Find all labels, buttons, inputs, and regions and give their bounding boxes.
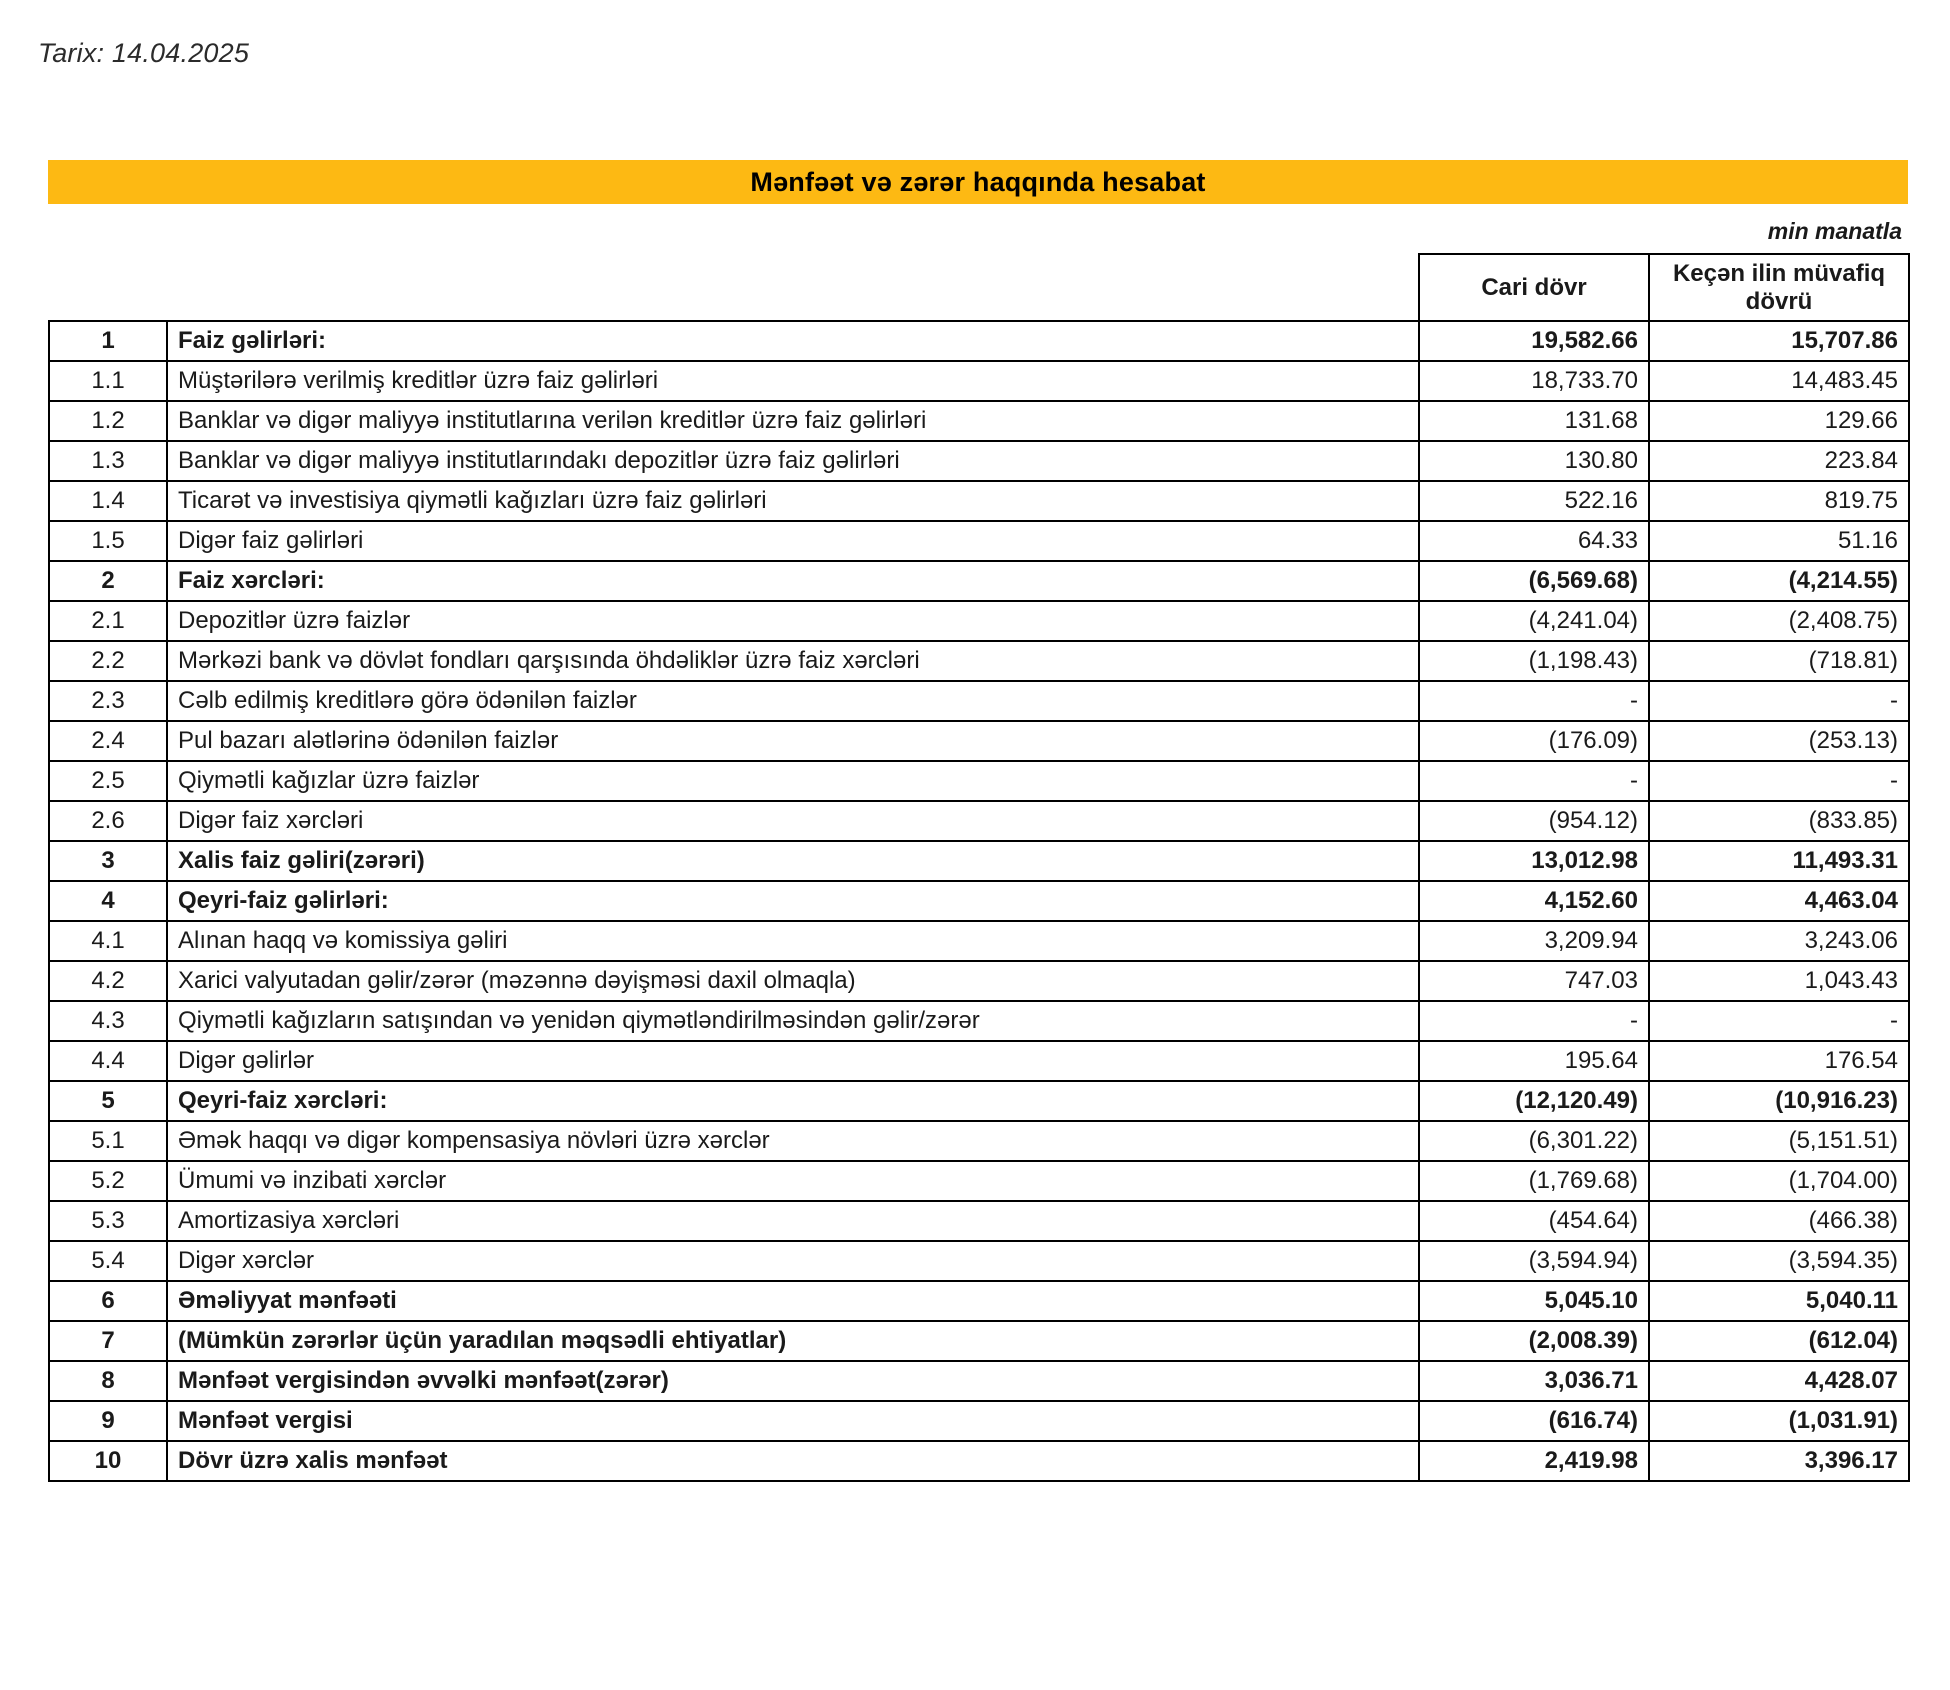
header-current-period: Cari dövr xyxy=(1419,254,1649,321)
row-number: 5.2 xyxy=(49,1161,167,1201)
row-previous-value: 3,396.17 xyxy=(1649,1441,1909,1481)
table-row xyxy=(49,1161,1909,1201)
row-number: 9 xyxy=(49,1401,167,1441)
row-current-value: (454.64) xyxy=(1419,1201,1649,1241)
row-current-value: 4,152.60 xyxy=(1419,881,1649,921)
row-description: Ümumi və inzibati xərclər xyxy=(167,1161,1419,1201)
row-number: 1.5 xyxy=(49,521,167,561)
row-description: Qiymətli kağızların satışından və yenidən qiymətləndirilməsindən gəlir/zərər xyxy=(167,1001,1419,1041)
row-description: Banklar və digər maliyyə institutlarındakı depozitlər üzrə faiz gəlirləri xyxy=(167,441,1419,481)
table-row xyxy=(49,1321,1909,1361)
row-previous-value: - xyxy=(1649,681,1909,721)
units-label: min manatla xyxy=(1767,218,1902,244)
row-current-value: 13,012.98 xyxy=(1419,841,1649,881)
table-row xyxy=(49,641,1909,681)
row-previous-value: (612.04) xyxy=(1649,1321,1909,1361)
table-row xyxy=(49,1241,1909,1281)
table-row xyxy=(49,1001,1909,1041)
table-row xyxy=(49,521,1909,561)
table-row xyxy=(49,321,1909,361)
row-number: 10 xyxy=(49,1441,167,1481)
table-row xyxy=(49,1361,1909,1401)
table-row xyxy=(49,961,1909,1001)
table-row xyxy=(49,1401,1909,1441)
row-current-value: 18,733.70 xyxy=(1419,361,1649,401)
row-current-value: 130.80 xyxy=(1419,441,1649,481)
row-previous-value: 51.16 xyxy=(1649,521,1909,561)
row-previous-value: (833.85) xyxy=(1649,801,1909,841)
table-row xyxy=(49,881,1909,921)
row-previous-value: (5,151.51) xyxy=(1649,1121,1909,1161)
row-number: 4.1 xyxy=(49,921,167,961)
row-previous-value: 11,493.31 xyxy=(1649,841,1909,881)
row-previous-value: 819.75 xyxy=(1649,481,1909,521)
row-previous-value: 176.54 xyxy=(1649,1041,1909,1081)
row-description: Alınan haqq və komissiya gəliri xyxy=(167,921,1419,961)
row-current-value: 195.64 xyxy=(1419,1041,1649,1081)
row-previous-value: 223.84 xyxy=(1649,441,1909,481)
report-title-bar xyxy=(48,160,1908,204)
row-number: 2 xyxy=(49,561,167,601)
row-description: Əməliyyat mənfəəti xyxy=(167,1281,1419,1321)
row-current-value: (1,198.43) xyxy=(1419,641,1649,681)
row-number: 5.3 xyxy=(49,1201,167,1241)
row-previous-value: (2,408.75) xyxy=(1649,601,1909,641)
table-body xyxy=(49,321,1909,1481)
row-description: Xalis faiz gəliri(zərəri) xyxy=(167,841,1419,881)
row-description: Dövr üzrə xalis mənfəət xyxy=(167,1441,1419,1481)
row-number: 4.4 xyxy=(49,1041,167,1081)
row-previous-value: (1,704.00) xyxy=(1649,1161,1909,1201)
row-previous-value: - xyxy=(1649,1001,1909,1041)
row-current-value: 19,582.66 xyxy=(1419,321,1649,361)
row-number: 2.4 xyxy=(49,721,167,761)
row-previous-value: - xyxy=(1649,761,1909,801)
row-previous-value: (10,916.23) xyxy=(1649,1081,1909,1121)
row-current-value: (6,569.68) xyxy=(1419,561,1649,601)
row-previous-value: (1,031.91) xyxy=(1649,1401,1909,1441)
row-current-value: (4,241.04) xyxy=(1419,601,1649,641)
row-current-value: 64.33 xyxy=(1419,521,1649,561)
row-number: 2.1 xyxy=(49,601,167,641)
row-number: 4.2 xyxy=(49,961,167,1001)
row-current-value: 2,419.98 xyxy=(1419,1441,1649,1481)
row-description: Mənfəət vergisindən əvvəlki mənfəət(zərər) xyxy=(167,1361,1419,1401)
row-number: 1.2 xyxy=(49,401,167,441)
table-row xyxy=(49,361,1909,401)
row-current-value: 522.16 xyxy=(1419,481,1649,521)
row-current-value: 3,036.71 xyxy=(1419,1361,1649,1401)
row-number: 1 xyxy=(49,321,167,361)
row-previous-value: (466.38) xyxy=(1649,1201,1909,1241)
row-current-value: (954.12) xyxy=(1419,801,1649,841)
row-previous-value: (718.81) xyxy=(1649,641,1909,681)
profit-loss-table xyxy=(48,253,1910,1482)
row-number: 2.6 xyxy=(49,801,167,841)
table-row xyxy=(49,841,1909,881)
row-number: 1.1 xyxy=(49,361,167,401)
table-row xyxy=(49,761,1909,801)
table-row xyxy=(49,1281,1909,1321)
row-previous-value: 4,463.04 xyxy=(1649,881,1909,921)
row-current-value: (2,008.39) xyxy=(1419,1321,1649,1361)
row-number: 2.5 xyxy=(49,761,167,801)
row-description: Digər faiz gəlirləri xyxy=(167,521,1419,561)
row-description: Əmək haqqı və digər kompensasiya növləri üzrə xərclər xyxy=(167,1121,1419,1161)
row-description: Digər xərclər xyxy=(167,1241,1419,1281)
row-description: Pul bazarı alətlərinə ödənilən faizlər xyxy=(167,721,1419,761)
row-number: 5 xyxy=(49,1081,167,1121)
row-number: 5.4 xyxy=(49,1241,167,1281)
table-row xyxy=(49,721,1909,761)
row-current-value: (1,769.68) xyxy=(1419,1161,1649,1201)
table-row xyxy=(49,1081,1909,1121)
row-description: Qeyri-faiz xərcləri: xyxy=(167,1081,1419,1121)
report-container xyxy=(48,160,1908,1482)
row-description: Mərkəzi bank və dövlət fondları qarşısında öhdəliklər üzrə faiz xərcləri xyxy=(167,641,1419,681)
row-previous-value: (4,214.55) xyxy=(1649,561,1909,601)
row-number: 2.3 xyxy=(49,681,167,721)
row-description: Qiymətli kağızlar üzrə faizlər xyxy=(167,761,1419,801)
table-row xyxy=(49,1201,1909,1241)
row-description: Mənfəət vergisi xyxy=(167,1401,1419,1441)
row-previous-value: (253.13) xyxy=(1649,721,1909,761)
row-previous-value: 4,428.07 xyxy=(1649,1361,1909,1401)
row-description: Digər gəlirlər xyxy=(167,1041,1419,1081)
header-blank-num xyxy=(49,254,167,321)
row-number: 1.4 xyxy=(49,481,167,521)
header-blank-desc xyxy=(167,254,1419,321)
row-number: 5.1 xyxy=(49,1121,167,1161)
row-number: 2.2 xyxy=(49,641,167,681)
page-title: Mənfəət və zərər haqqında hesabat xyxy=(750,166,1206,197)
row-description: Ticarət və investisiya qiymətli kağızları üzrə faiz gəlirləri xyxy=(167,481,1419,521)
table-header xyxy=(49,254,1909,321)
row-current-value: (6,301.22) xyxy=(1419,1121,1649,1161)
row-previous-value: 14,483.45 xyxy=(1649,361,1909,401)
row-description: Xarici valyutadan gəlir/zərər (məzənnə dəyişməsi daxil olmaqla) xyxy=(167,961,1419,1001)
table-row xyxy=(49,1041,1909,1081)
table-row xyxy=(49,601,1909,641)
table-row xyxy=(49,1121,1909,1161)
row-description: Faiz xərcləri: xyxy=(167,561,1419,601)
row-description: Faiz gəlirləri: xyxy=(167,321,1419,361)
table-row xyxy=(49,681,1909,721)
report-date: Tarix: 14.04.2025 xyxy=(38,38,250,68)
table-row xyxy=(49,921,1909,961)
table-row xyxy=(49,481,1909,521)
row-current-value: (616.74) xyxy=(1419,1401,1649,1441)
row-description: Cəlb edilmiş kreditlərə görə ödənilən faizlər xyxy=(167,681,1419,721)
row-current-value: 747.03 xyxy=(1419,961,1649,1001)
row-number: 6 xyxy=(49,1281,167,1321)
row-description: Müştərilərə verilmiş kreditlər üzrə faiz gəlirləri xyxy=(167,361,1419,401)
row-number: 7 xyxy=(49,1321,167,1361)
row-description: Amortizasiya xərcləri xyxy=(167,1201,1419,1241)
row-current-value: 5,045.10 xyxy=(1419,1281,1649,1321)
row-previous-value: 15,707.86 xyxy=(1649,321,1909,361)
row-current-value: - xyxy=(1419,761,1649,801)
row-description: (Mümkün zərərlər üçün yaradılan məqsədli ehtiyatlar) xyxy=(167,1321,1419,1361)
table-row xyxy=(49,401,1909,441)
row-number: 4 xyxy=(49,881,167,921)
row-description: Depozitlər üzrə faizlər xyxy=(167,601,1419,641)
row-number: 8 xyxy=(49,1361,167,1401)
row-previous-value: 129.66 xyxy=(1649,401,1909,441)
table-row xyxy=(49,561,1909,601)
row-current-value: 3,209.94 xyxy=(1419,921,1649,961)
row-previous-value: 1,043.43 xyxy=(1649,961,1909,1001)
row-current-value: (12,120.49) xyxy=(1419,1081,1649,1121)
row-description: Digər faiz xərcləri xyxy=(167,801,1419,841)
row-current-value: - xyxy=(1419,1001,1649,1041)
row-number: 1.3 xyxy=(49,441,167,481)
row-current-value: (3,594.94) xyxy=(1419,1241,1649,1281)
header-previous-period: Keçən ilin müvafiq dövrü xyxy=(1649,254,1909,321)
row-current-value: 131.68 xyxy=(1419,401,1649,441)
row-current-value: - xyxy=(1419,681,1649,721)
row-description: Banklar və digər maliyyə institutlarına verilən kreditlər üzrə faiz gəlirləri xyxy=(167,401,1419,441)
row-description: Qeyri-faiz gəlirləri: xyxy=(167,881,1419,921)
row-number: 3 xyxy=(49,841,167,881)
row-current-value: (176.09) xyxy=(1419,721,1649,761)
row-previous-value: 3,243.06 xyxy=(1649,921,1909,961)
row-previous-value: (3,594.35) xyxy=(1649,1241,1909,1281)
row-previous-value: 5,040.11 xyxy=(1649,1281,1909,1321)
row-number: 4.3 xyxy=(49,1001,167,1041)
table-row xyxy=(49,1441,1909,1481)
table-row xyxy=(49,801,1909,841)
table-row xyxy=(49,441,1909,481)
